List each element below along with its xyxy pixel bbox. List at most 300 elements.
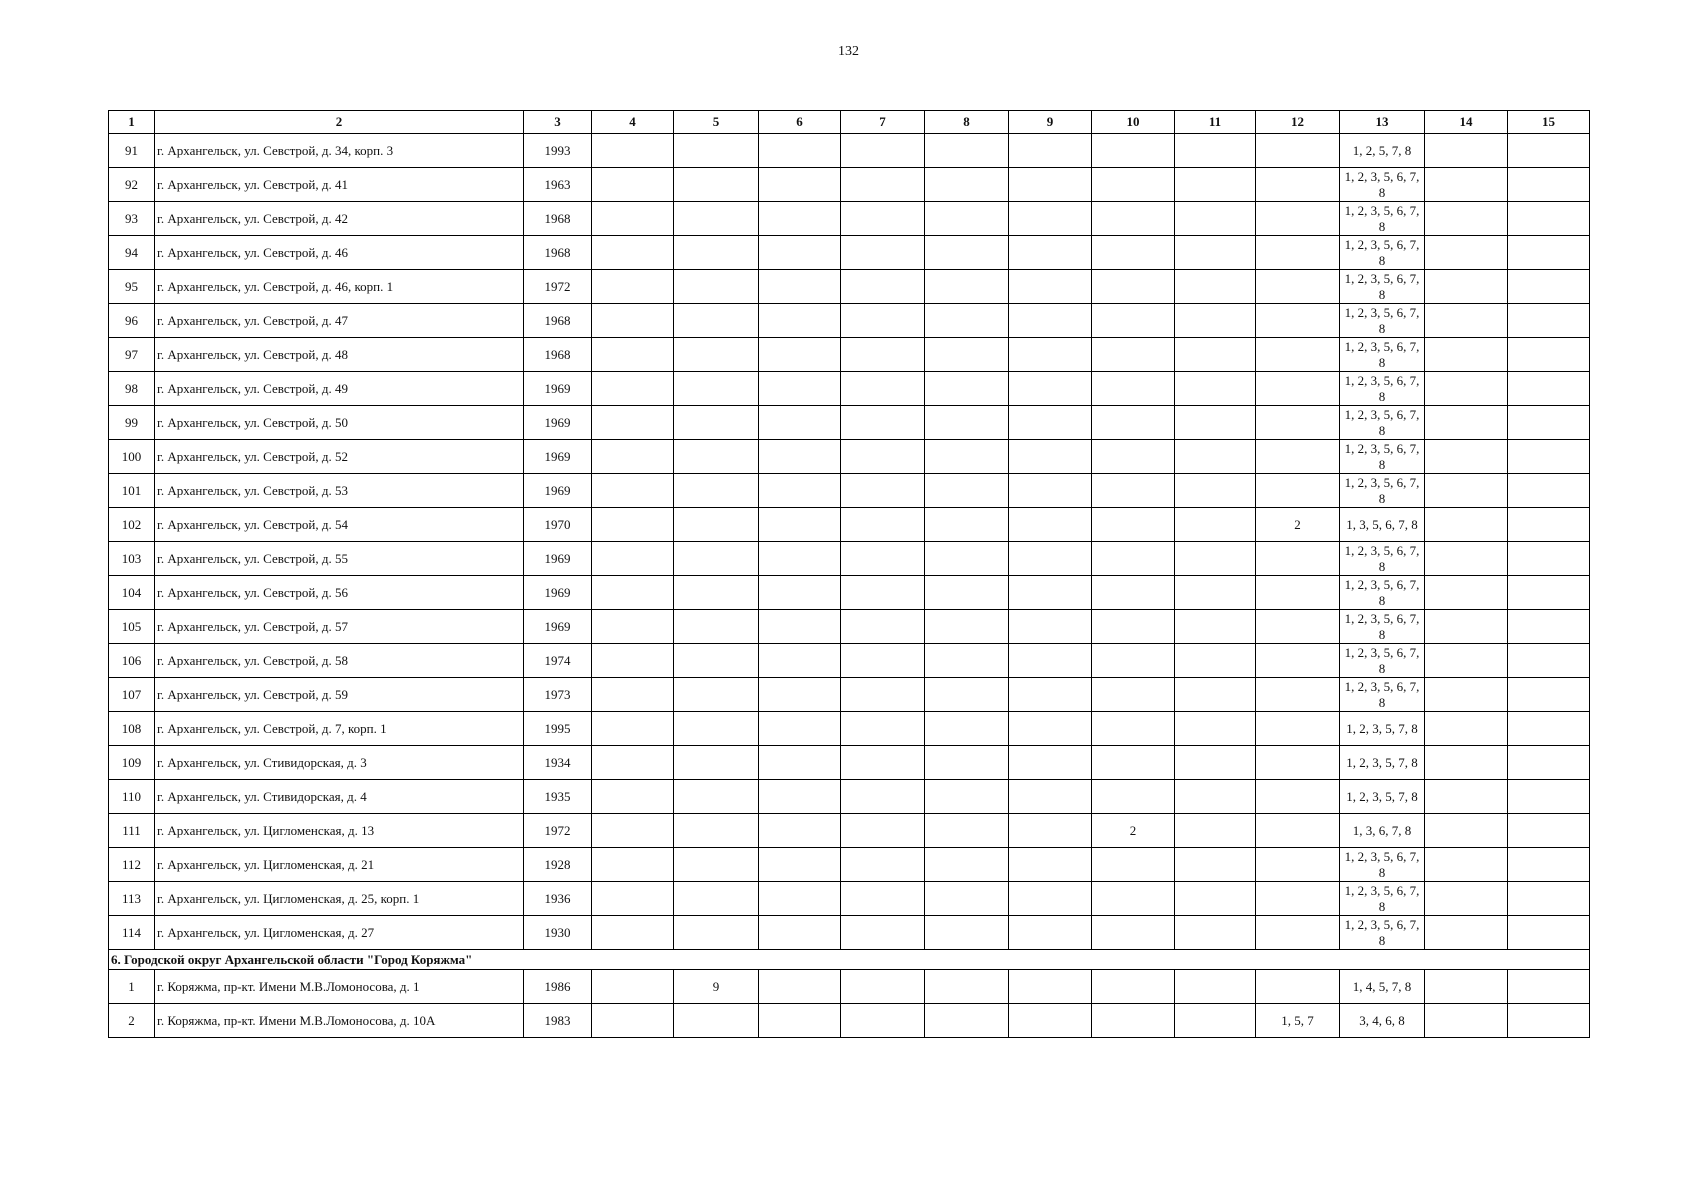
cell-col-10 xyxy=(1092,780,1175,814)
cell-col-13: 1, 3, 5, 6, 7, 8 xyxy=(1340,508,1425,542)
cell-col-15 xyxy=(1508,134,1590,168)
cell-col-7 xyxy=(841,372,925,406)
cell-address: г. Архангельск, ул. Стивидорская, д. 4 xyxy=(155,780,524,814)
cell-col-12 xyxy=(1256,678,1340,712)
cell-number: 109 xyxy=(109,746,155,780)
cell-col-4 xyxy=(592,882,674,916)
cell-col-9 xyxy=(1009,678,1092,712)
cell-year: 1972 xyxy=(524,270,592,304)
cell-col-6 xyxy=(759,406,841,440)
cell-number: 1 xyxy=(109,970,155,1004)
cell-col-5 xyxy=(674,134,759,168)
cell-col-7 xyxy=(841,848,925,882)
column-header-2: 2 xyxy=(155,111,524,134)
cell-col-11 xyxy=(1175,508,1256,542)
cell-col-11 xyxy=(1175,474,1256,508)
cell-col-5 xyxy=(674,168,759,202)
cell-col-6 xyxy=(759,474,841,508)
cell-address: г. Архангельск, ул. Севстрой, д. 48 xyxy=(155,338,524,372)
cell-col-9 xyxy=(1009,270,1092,304)
cell-number: 2 xyxy=(109,1004,155,1038)
cell-number: 111 xyxy=(109,814,155,848)
cell-col-10 xyxy=(1092,372,1175,406)
cell-col-10 xyxy=(1092,270,1175,304)
cell-col-5 xyxy=(674,406,759,440)
cell-col-14 xyxy=(1425,780,1508,814)
cell-col-10 xyxy=(1092,970,1175,1004)
cell-col-14 xyxy=(1425,814,1508,848)
cell-col-9 xyxy=(1009,644,1092,678)
cell-col-4 xyxy=(592,168,674,202)
cell-col-7 xyxy=(841,542,925,576)
cell-col-13: 1, 2, 3, 5, 6, 7, 8 xyxy=(1340,916,1425,950)
cell-col-9 xyxy=(1009,712,1092,746)
cell-col-14 xyxy=(1425,576,1508,610)
table-row xyxy=(109,440,1590,474)
cell-col-9 xyxy=(1009,916,1092,950)
cell-col-8 xyxy=(925,202,1009,236)
cell-col-12 xyxy=(1256,542,1340,576)
cell-address: г. Архангельск, ул. Севстрой, д. 46, корп. 1 xyxy=(155,270,524,304)
cell-col-14 xyxy=(1425,338,1508,372)
cell-address: г. Архангельск, ул. Цигломенская, д. 27 xyxy=(155,916,524,950)
cell-col-14 xyxy=(1425,610,1508,644)
cell-col-6 xyxy=(759,542,841,576)
cell-col-4 xyxy=(592,780,674,814)
cell-col-4 xyxy=(592,304,674,338)
cell-address: г. Архангельск, ул. Севстрой, д. 34, корп. 3 xyxy=(155,134,524,168)
cell-col-7 xyxy=(841,236,925,270)
cell-col-14 xyxy=(1425,440,1508,474)
cell-col-6 xyxy=(759,848,841,882)
cell-col-8 xyxy=(925,848,1009,882)
cell-col-11 xyxy=(1175,168,1256,202)
cell-address: г. Архангельск, ул. Севстрой, д. 7, корп. 1 xyxy=(155,712,524,746)
cell-number: 105 xyxy=(109,610,155,644)
cell-col-5 xyxy=(674,576,759,610)
cell-address: г. Архангельск, ул. Цигломенская, д. 21 xyxy=(155,848,524,882)
cell-col-12 xyxy=(1256,338,1340,372)
cell-col-9 xyxy=(1009,848,1092,882)
column-header-7: 7 xyxy=(841,111,925,134)
cell-col-4 xyxy=(592,712,674,746)
cell-address: г. Архангельск, ул. Стивидорская, д. 3 xyxy=(155,746,524,780)
cell-col-4 xyxy=(592,1004,674,1038)
cell-col-11 xyxy=(1175,338,1256,372)
cell-col-4 xyxy=(592,916,674,950)
cell-col-6 xyxy=(759,712,841,746)
cell-col-10 xyxy=(1092,508,1175,542)
cell-col-12 xyxy=(1256,270,1340,304)
cell-col-6 xyxy=(759,134,841,168)
cell-col-7 xyxy=(841,712,925,746)
cell-col-13: 1, 2, 3, 5, 6, 7, 8 xyxy=(1340,304,1425,338)
cell-col-6 xyxy=(759,576,841,610)
cell-year: 1935 xyxy=(524,780,592,814)
cell-col-13: 1, 2, 3, 5, 6, 7, 8 xyxy=(1340,576,1425,610)
table-row xyxy=(109,712,1590,746)
cell-col-10: 2 xyxy=(1092,814,1175,848)
cell-col-13: 1, 2, 3, 5, 7, 8 xyxy=(1340,746,1425,780)
cell-address: г. Коряжма, пр-кт. Имени М.В.Ломоносова, д. 10А xyxy=(155,1004,524,1038)
cell-col-9 xyxy=(1009,746,1092,780)
cell-col-5 xyxy=(674,202,759,236)
cell-col-5 xyxy=(674,372,759,406)
cell-col-6 xyxy=(759,508,841,542)
cell-col-15 xyxy=(1508,406,1590,440)
cell-col-5 xyxy=(674,712,759,746)
cell-col-5 xyxy=(674,1004,759,1038)
cell-col-14 xyxy=(1425,168,1508,202)
cell-col-6 xyxy=(759,338,841,372)
cell-col-6 xyxy=(759,202,841,236)
column-header-14: 14 xyxy=(1425,111,1508,134)
cell-number: 96 xyxy=(109,304,155,338)
cell-col-8 xyxy=(925,780,1009,814)
cell-col-11 xyxy=(1175,916,1256,950)
cell-number: 108 xyxy=(109,712,155,746)
cell-col-13: 1, 2, 5, 7, 8 xyxy=(1340,134,1425,168)
cell-col-12: 2 xyxy=(1256,508,1340,542)
cell-col-11 xyxy=(1175,610,1256,644)
cell-col-15 xyxy=(1508,610,1590,644)
cell-col-13: 1, 2, 3, 5, 6, 7, 8 xyxy=(1340,610,1425,644)
cell-col-6 xyxy=(759,440,841,474)
cell-col-4 xyxy=(592,970,674,1004)
cell-col-9 xyxy=(1009,610,1092,644)
cell-col-6 xyxy=(759,814,841,848)
cell-col-8 xyxy=(925,508,1009,542)
cell-col-8 xyxy=(925,1004,1009,1038)
cell-col-5 xyxy=(674,542,759,576)
cell-year: 1969 xyxy=(524,576,592,610)
cell-col-15 xyxy=(1508,780,1590,814)
cell-col-14 xyxy=(1425,746,1508,780)
cell-col-14 xyxy=(1425,970,1508,1004)
cell-col-11 xyxy=(1175,270,1256,304)
cell-col-10 xyxy=(1092,304,1175,338)
cell-number: 99 xyxy=(109,406,155,440)
cell-col-7 xyxy=(841,814,925,848)
cell-col-6 xyxy=(759,644,841,678)
cell-col-4 xyxy=(592,474,674,508)
cell-col-10 xyxy=(1092,678,1175,712)
cell-col-5 xyxy=(674,508,759,542)
column-header-12: 12 xyxy=(1256,111,1340,134)
cell-year: 1969 xyxy=(524,610,592,644)
column-header-9: 9 xyxy=(1009,111,1092,134)
cell-col-10 xyxy=(1092,406,1175,440)
column-header-6: 6 xyxy=(759,111,841,134)
cell-col-14 xyxy=(1425,1004,1508,1038)
cell-number: 91 xyxy=(109,134,155,168)
cell-col-7 xyxy=(841,304,925,338)
table-row xyxy=(109,644,1590,678)
cell-col-4 xyxy=(592,134,674,168)
cell-year: 1936 xyxy=(524,882,592,916)
cell-col-5: 9 xyxy=(674,970,759,1004)
cell-year: 1969 xyxy=(524,372,592,406)
cell-col-12 xyxy=(1256,814,1340,848)
table-row xyxy=(109,1004,1590,1038)
cell-col-9 xyxy=(1009,542,1092,576)
cell-col-11 xyxy=(1175,576,1256,610)
column-header-15: 15 xyxy=(1508,111,1590,134)
cell-col-7 xyxy=(841,576,925,610)
cell-number: 103 xyxy=(109,542,155,576)
cell-col-6 xyxy=(759,236,841,270)
cell-col-5 xyxy=(674,236,759,270)
cell-col-4 xyxy=(592,406,674,440)
cell-col-13: 1, 3, 6, 7, 8 xyxy=(1340,814,1425,848)
cell-col-7 xyxy=(841,610,925,644)
cell-col-6 xyxy=(759,746,841,780)
cell-col-10 xyxy=(1092,916,1175,950)
cell-col-12 xyxy=(1256,610,1340,644)
cell-col-8 xyxy=(925,576,1009,610)
cell-col-10 xyxy=(1092,712,1175,746)
table-row xyxy=(109,474,1590,508)
cell-col-5 xyxy=(674,814,759,848)
cell-col-11 xyxy=(1175,134,1256,168)
cell-col-8 xyxy=(925,304,1009,338)
cell-col-15 xyxy=(1508,542,1590,576)
cell-number: 102 xyxy=(109,508,155,542)
cell-col-8 xyxy=(925,712,1009,746)
cell-col-15 xyxy=(1508,236,1590,270)
table-row xyxy=(109,610,1590,644)
cell-col-14 xyxy=(1425,202,1508,236)
cell-col-8 xyxy=(925,678,1009,712)
cell-col-15 xyxy=(1508,848,1590,882)
cell-col-11 xyxy=(1175,202,1256,236)
cell-col-6 xyxy=(759,970,841,1004)
table-row xyxy=(109,270,1590,304)
cell-col-9 xyxy=(1009,134,1092,168)
cell-col-12 xyxy=(1256,882,1340,916)
cell-address: г. Архангельск, ул. Севстрой, д. 54 xyxy=(155,508,524,542)
cell-year: 1974 xyxy=(524,644,592,678)
cell-col-12 xyxy=(1256,236,1340,270)
cell-col-6 xyxy=(759,780,841,814)
cell-col-10 xyxy=(1092,644,1175,678)
cell-year: 1969 xyxy=(524,440,592,474)
cell-number: 95 xyxy=(109,270,155,304)
cell-col-14 xyxy=(1425,644,1508,678)
cell-col-6 xyxy=(759,882,841,916)
cell-col-14 xyxy=(1425,474,1508,508)
cell-col-12 xyxy=(1256,644,1340,678)
cell-col-8 xyxy=(925,236,1009,270)
cell-col-10 xyxy=(1092,134,1175,168)
cell-col-15 xyxy=(1508,882,1590,916)
cell-col-13: 1, 2, 3, 5, 6, 7, 8 xyxy=(1340,848,1425,882)
cell-col-12: 1, 5, 7 xyxy=(1256,1004,1340,1038)
cell-number: 101 xyxy=(109,474,155,508)
cell-year: 1968 xyxy=(524,338,592,372)
cell-number: 112 xyxy=(109,848,155,882)
cell-number: 97 xyxy=(109,338,155,372)
cell-address: г. Архангельск, ул. Севстрой, д. 57 xyxy=(155,610,524,644)
cell-col-10 xyxy=(1092,542,1175,576)
table-row xyxy=(109,814,1590,848)
table-row xyxy=(109,304,1590,338)
cell-col-10 xyxy=(1092,882,1175,916)
cell-number: 100 xyxy=(109,440,155,474)
cell-col-13: 1, 2, 3, 5, 7, 8 xyxy=(1340,780,1425,814)
cell-col-6 xyxy=(759,678,841,712)
cell-year: 1969 xyxy=(524,406,592,440)
cell-col-7 xyxy=(841,270,925,304)
data-table xyxy=(108,110,1590,1038)
cell-col-14 xyxy=(1425,406,1508,440)
cell-col-5 xyxy=(674,338,759,372)
cell-col-8 xyxy=(925,916,1009,950)
cell-col-5 xyxy=(674,474,759,508)
cell-year: 1930 xyxy=(524,916,592,950)
cell-col-12 xyxy=(1256,848,1340,882)
cell-number: 94 xyxy=(109,236,155,270)
cell-col-11 xyxy=(1175,304,1256,338)
cell-col-7 xyxy=(841,406,925,440)
cell-address: г. Архангельск, ул. Севстрой, д. 47 xyxy=(155,304,524,338)
cell-col-13: 1, 2, 3, 5, 6, 7, 8 xyxy=(1340,474,1425,508)
cell-col-13: 1, 2, 3, 5, 6, 7, 8 xyxy=(1340,644,1425,678)
cell-year: 1968 xyxy=(524,202,592,236)
cell-col-12 xyxy=(1256,406,1340,440)
cell-col-13: 3, 4, 6, 8 xyxy=(1340,1004,1425,1038)
cell-col-6 xyxy=(759,270,841,304)
cell-year: 1972 xyxy=(524,814,592,848)
cell-col-7 xyxy=(841,338,925,372)
cell-col-14 xyxy=(1425,916,1508,950)
cell-col-8 xyxy=(925,814,1009,848)
cell-col-4 xyxy=(592,270,674,304)
cell-address: г. Архангельск, ул. Севстрой, д. 49 xyxy=(155,372,524,406)
cell-col-10 xyxy=(1092,746,1175,780)
table-row xyxy=(109,338,1590,372)
cell-col-11 xyxy=(1175,678,1256,712)
cell-address: г. Архангельск, ул. Севстрой, д. 41 xyxy=(155,168,524,202)
cell-col-15 xyxy=(1508,440,1590,474)
cell-number: 110 xyxy=(109,780,155,814)
cell-year: 1986 xyxy=(524,970,592,1004)
cell-col-8 xyxy=(925,644,1009,678)
cell-address: г. Коряжма, пр-кт. Имени М.В.Ломоносова, д. 1 xyxy=(155,970,524,1004)
cell-col-4 xyxy=(592,542,674,576)
cell-year: 1928 xyxy=(524,848,592,882)
cell-col-11 xyxy=(1175,1004,1256,1038)
page-number: 132 xyxy=(838,44,859,59)
cell-col-11 xyxy=(1175,236,1256,270)
cell-col-4 xyxy=(592,508,674,542)
cell-col-5 xyxy=(674,610,759,644)
cell-col-5 xyxy=(674,440,759,474)
table-row xyxy=(109,372,1590,406)
cell-col-11 xyxy=(1175,882,1256,916)
cell-number: 107 xyxy=(109,678,155,712)
cell-year: 1983 xyxy=(524,1004,592,1038)
cell-address: г. Архангельск, ул. Севстрой, д. 59 xyxy=(155,678,524,712)
cell-address: г. Архангельск, ул. Севстрой, д. 42 xyxy=(155,202,524,236)
cell-col-8 xyxy=(925,440,1009,474)
cell-number: 113 xyxy=(109,882,155,916)
cell-col-4 xyxy=(592,372,674,406)
cell-col-12 xyxy=(1256,916,1340,950)
cell-col-7 xyxy=(841,678,925,712)
cell-col-13: 1, 2, 3, 5, 6, 7, 8 xyxy=(1340,202,1425,236)
cell-address: г. Архангельск, ул. Цигломенская, д. 25, корп. 1 xyxy=(155,882,524,916)
cell-col-9 xyxy=(1009,576,1092,610)
cell-col-8 xyxy=(925,882,1009,916)
cell-col-7 xyxy=(841,882,925,916)
cell-col-14 xyxy=(1425,304,1508,338)
cell-col-6 xyxy=(759,916,841,950)
cell-col-10 xyxy=(1092,576,1175,610)
cell-year: 1969 xyxy=(524,542,592,576)
cell-address: г. Архангельск, ул. Севстрой, д. 50 xyxy=(155,406,524,440)
cell-col-13: 1, 2, 3, 5, 6, 7, 8 xyxy=(1340,270,1425,304)
cell-col-7 xyxy=(841,474,925,508)
cell-col-13: 1, 2, 3, 5, 6, 7, 8 xyxy=(1340,882,1425,916)
cell-col-9 xyxy=(1009,406,1092,440)
cell-col-11 xyxy=(1175,848,1256,882)
cell-col-5 xyxy=(674,644,759,678)
table-header-row xyxy=(109,111,1590,134)
table-row xyxy=(109,134,1590,168)
cell-address: г. Архангельск, ул. Севстрой, д. 53 xyxy=(155,474,524,508)
cell-col-8 xyxy=(925,168,1009,202)
cell-year: 1995 xyxy=(524,712,592,746)
cell-col-12 xyxy=(1256,576,1340,610)
cell-col-11 xyxy=(1175,712,1256,746)
cell-col-8 xyxy=(925,542,1009,576)
table-row xyxy=(109,236,1590,270)
cell-col-13: 1, 2, 3, 5, 6, 7, 8 xyxy=(1340,440,1425,474)
cell-year: 1968 xyxy=(524,304,592,338)
cell-col-9 xyxy=(1009,440,1092,474)
cell-col-9 xyxy=(1009,236,1092,270)
cell-col-4 xyxy=(592,236,674,270)
cell-col-13: 1, 2, 3, 5, 6, 7, 8 xyxy=(1340,678,1425,712)
cell-col-13: 1, 2, 3, 5, 7, 8 xyxy=(1340,712,1425,746)
cell-col-8 xyxy=(925,610,1009,644)
cell-col-13: 1, 2, 3, 5, 6, 7, 8 xyxy=(1340,338,1425,372)
cell-col-9 xyxy=(1009,338,1092,372)
cell-address: г. Архангельск, ул. Севстрой, д. 56 xyxy=(155,576,524,610)
cell-col-8 xyxy=(925,474,1009,508)
cell-col-8 xyxy=(925,134,1009,168)
cell-col-12 xyxy=(1256,304,1340,338)
cell-col-4 xyxy=(592,746,674,780)
cell-col-14 xyxy=(1425,848,1508,882)
cell-col-15 xyxy=(1508,372,1590,406)
cell-col-9 xyxy=(1009,780,1092,814)
cell-col-5 xyxy=(674,270,759,304)
cell-col-4 xyxy=(592,848,674,882)
cell-col-12 xyxy=(1256,168,1340,202)
cell-col-14 xyxy=(1425,508,1508,542)
cell-col-13: 1, 2, 3, 5, 6, 7, 8 xyxy=(1340,372,1425,406)
cell-number: 106 xyxy=(109,644,155,678)
column-header-10: 10 xyxy=(1092,111,1175,134)
cell-col-15 xyxy=(1508,970,1590,1004)
cell-col-7 xyxy=(841,134,925,168)
column-header-3: 3 xyxy=(524,111,592,134)
cell-col-9 xyxy=(1009,970,1092,1004)
table-row xyxy=(109,916,1590,950)
cell-col-8 xyxy=(925,406,1009,440)
